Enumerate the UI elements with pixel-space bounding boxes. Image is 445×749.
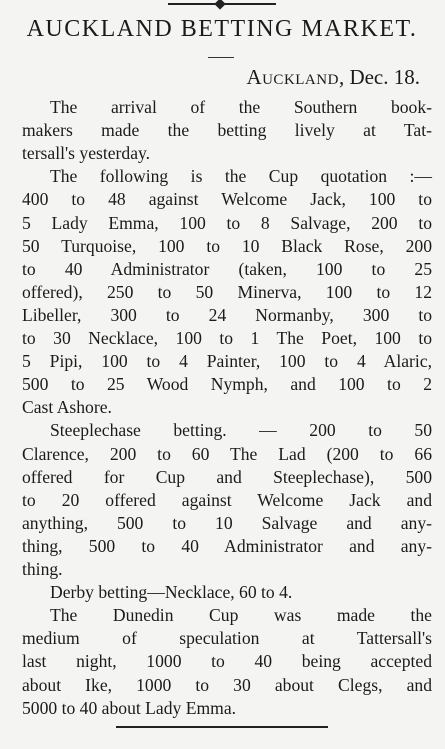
body-line: 400 to 48 against Welcome Jack, 100 to bbox=[22, 189, 432, 210]
body-line: last night, 1000 to 40 being accepted bbox=[22, 651, 432, 672]
headline-divider bbox=[208, 57, 234, 58]
top-ornamental-rule bbox=[168, 3, 276, 5]
body-line: The following is the Cup quotation :— bbox=[50, 166, 432, 187]
dateline-place: Auckland bbox=[246, 65, 339, 89]
body-line: to 20 offered against Welcome Jack and bbox=[22, 489, 432, 510]
body-line: 500 to 25 Wood Nymph, and 100 to 2 bbox=[22, 374, 432, 395]
body-line: Derby betting—Necklace, 60 to 4. bbox=[50, 582, 293, 603]
body-line: to 40 Administrator (taken, 100 to 25 bbox=[22, 258, 432, 279]
bottom-rule bbox=[116, 726, 328, 728]
body-line: offered), 250 to 50 Minerva, 100 to 12 bbox=[22, 281, 432, 302]
body-line: medium of speculation at Tattersall's bbox=[22, 628, 432, 649]
body-line: Libeller, 300 to 24 Normanby, 300 to bbox=[22, 304, 432, 325]
body-line: thing. bbox=[22, 559, 63, 579]
body-line: to 30 Necklace, 100 to 1 The Poet, 100 to bbox=[22, 328, 432, 348]
dateline-date: , Dec. 18. bbox=[338, 65, 420, 89]
body-line: The arrival of the Southern book- bbox=[50, 97, 432, 117]
body-line: 5000 to 40 about Lady Emma. bbox=[22, 697, 237, 718]
body-line: thing, 500 to 40 Administrator and any- bbox=[22, 535, 432, 556]
body-line: Cast Ashore. bbox=[22, 397, 112, 418]
headline: AUCKLAND BETTING MARKET. bbox=[26, 16, 418, 42]
body-line: tersall's yesterday. bbox=[22, 143, 151, 164]
body-line: Steeplechase betting. — 200 to 50 bbox=[50, 420, 432, 441]
body-line: offered for Cup and Steeplechase), 500 bbox=[22, 466, 432, 487]
body-line: Clarence, 200 to 60 The Lad (200 to 66 bbox=[22, 443, 432, 464]
body-line: 5 Lady Emma, 100 to 8 Salvage, 200 to bbox=[22, 212, 432, 233]
body-line: 50 Turquoise, 100 to 10 Black Rose, 200 bbox=[22, 235, 432, 256]
dateline bbox=[0, 62, 420, 92]
body-line: 5 Pipi, 100 to 4 Painter, 100 to 4 Alaric, bbox=[22, 351, 432, 372]
body-line: The Dunedin Cup was made the bbox=[50, 605, 432, 626]
body-line: anything, 500 to 10 Salvage and any- bbox=[22, 512, 432, 533]
body-line: about Ike, 1000 to 30 about Clegs, and bbox=[22, 674, 432, 695]
body-line: makers made the betting lively at Tat- bbox=[22, 120, 432, 141]
